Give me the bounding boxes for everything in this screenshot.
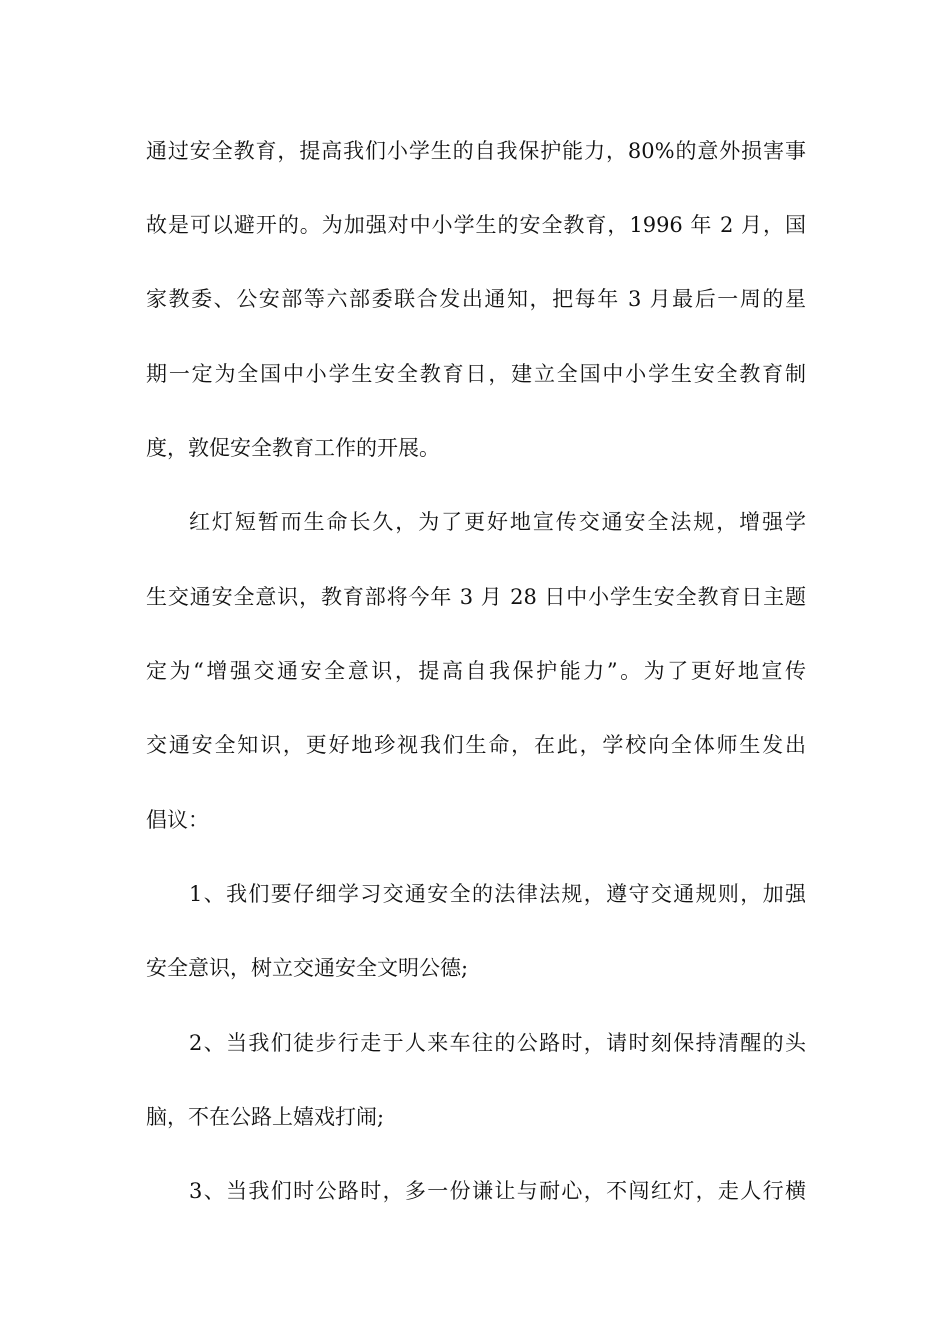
paragraph-line: 家教委、公安部等六部委联合发出通知，把每年 3 月最后一周的星 — [146, 287, 806, 311]
paragraph-line: 期一定为全国中小学生安全教育日，建立全国中小学生安全教育制 — [146, 362, 806, 386]
paragraph-line: 生交通安全意识，教育部将今年 3 月 28 日中小学生安全教育日主题 — [146, 585, 806, 609]
paragraph-line: 交通安全知识，更好地珍视我们生命，在此，学校向全体师生发出 — [146, 733, 806, 757]
paragraph-line: 倡议： — [146, 808, 209, 832]
list-item-line: 2、当我们徒步行走于人来车往的公路时，请时刻保持清醒的头 — [189, 1031, 806, 1055]
paragraph-line: 红灯短暂而生命长久，为了更好地宣传交通安全法规，增强学 — [189, 510, 806, 534]
list-item-line: 1、我们要仔细学习交通安全的法律法规，遵守交通规则，加强 — [189, 882, 806, 906]
list-item-line: 3、当我们时公路时，多一份谦让与耐心，不闯红灯，走人行横 — [189, 1179, 806, 1203]
paragraph-line: 定为“增强交通安全意识，提高自我保护能力”。为了更好地宣传 — [146, 659, 806, 683]
list-item-line: 安全意识，树立交通安全文明公德; — [146, 956, 469, 980]
paragraph-line: 故是可以避开的。为加强对中小学生的安全教育，1996 年 2 月，国 — [146, 213, 806, 237]
paragraph-line: 度，敦促安全教育工作的开展。 — [146, 436, 440, 460]
paragraph-line: 通过安全教育，提高我们小学生的自我保护能力，80%的意外损害事 — [146, 139, 806, 163]
list-item-line: 脑，不在公路上嬉戏打闹; — [146, 1105, 385, 1129]
